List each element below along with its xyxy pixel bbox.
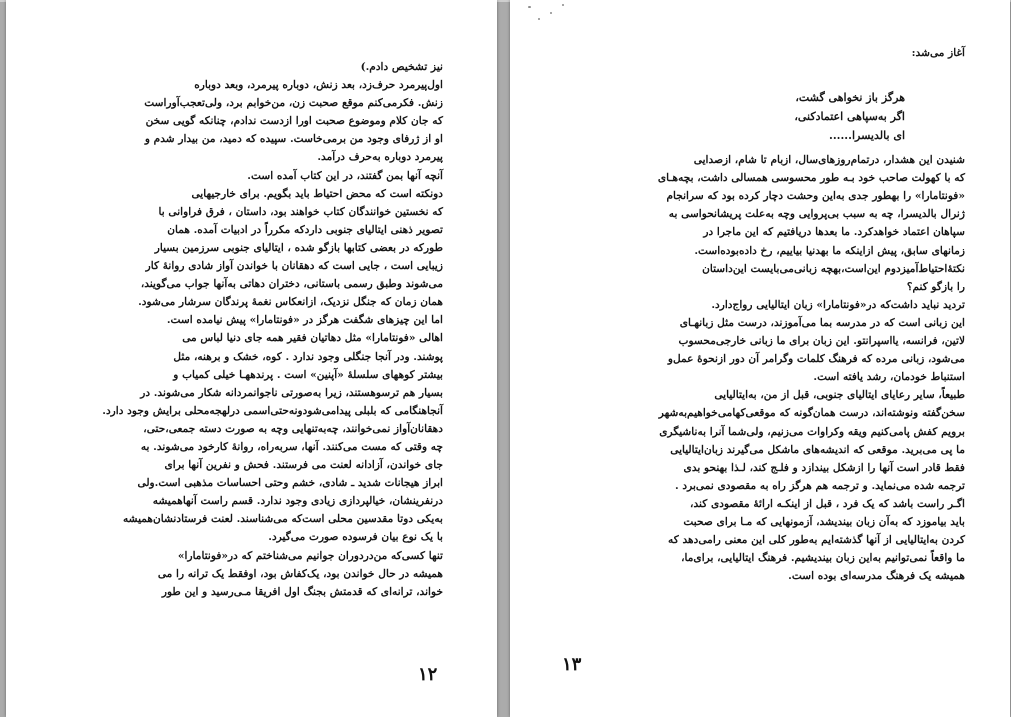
page-number: ۱۲ <box>418 664 438 685</box>
scan-speck <box>528 6 531 8</box>
text-line: این زبانی است که در مدرسه بما می‌آموزند، درست مثل زبانهـای <box>679 316 965 329</box>
text-line: تصویر ذهنی ایتالیای جنوبی دارد‌که مکرراً در ادبیات آمده. همان <box>167 223 443 236</box>
text-line: که نخستین خوانندگان کتاب خواهند بود، داستان ، فرق فراوانی با <box>158 205 443 218</box>
text-line: سخن‌گفته ونوشته‌اند، درست همان‌گونه که موقعی‌کهامی‌خواهیم‌به‌شهر <box>658 407 965 420</box>
text-line: طورکه در بعضی کتابها بازگو شده ، ایتالیای جنوبی سرزمین بسیار <box>154 241 443 254</box>
text-line: تنها کسی‌که من‌دردوران جوانیم می‌شناختم که در«فونتامارا» <box>177 549 443 562</box>
text-line: بیشتر کوههای سلسلهٔ «آپنین» است . پرندههـا خیلی کمیاب و <box>173 368 443 381</box>
intro-line: آغاز می‌شد: <box>911 47 965 59</box>
text-line: دونکته است که محض احتیاط باید بگویم. برای خارجیهایی <box>191 187 443 200</box>
text-line: اول‌پیرمرد حرف‌زد، بعد زنش، دوباره پیرمرد، وبعد دوباره <box>194 79 443 92</box>
text-line: را بازگو کنم؟ <box>906 280 965 293</box>
text-line: «فونتامارا» را بهطور جدی به‌این وحشت دچار کرده بود که سرانجام <box>666 190 965 203</box>
text-line: ژنرال بالدیسرا، چه به سبب بی‌پروایی وچه به‌علت پریشانحواسی به <box>668 208 965 221</box>
text-line: اما این چیزهای شگفت هرگز در «فونتامارا» پیش نیامده است. <box>166 314 443 327</box>
left-page-body <box>63 58 443 601</box>
text-line: طبیعاً، سایر رعایای ایتالیای جنوبی، قبل از من، به‌ایتالیایی <box>714 389 965 402</box>
text-line: درنفرینشان، خیالپردازی زیادی وجود ندارد. قسم راست آنهاهمیشه <box>152 495 443 508</box>
text-line: خواند، ترانه‌ای که قدمتش بجنگ اول افریقا مـی‌رسید و این طور <box>161 585 443 598</box>
text-line: تردید نباید داشت‌که در«فونتامارا» زبان ایتالیایی رواج‌دارد. <box>711 298 965 311</box>
text-line: ابراز هیجانات شدید ـ شادی، خشم وحتی احساسات مذهبی است.ولی <box>137 477 443 490</box>
page-number: ۱۳ <box>562 654 582 675</box>
text-line: کردن به‌ایتالیایی از آنها گذشته‌ایم به‌طور کلی این معنی را‌می‌دهد که <box>668 534 965 547</box>
text-line: بسیار هم ترسوهستند، زیرا به‌صورتی نا‌جوانمردانه شکار می‌شوند. در <box>140 386 443 399</box>
text-line: ما واقعاً نمی‌توانیم به‌این زبان بیندیشیم. فرهنگ ایتالیایی، برای‌ما، <box>681 552 965 565</box>
text-line: برویم کفش پامی‌کنیم ویقه وکراوات می‌زنیم، ولی‌شما آنرا به‌ناشیگری <box>659 425 965 438</box>
text-line: باید بیاموزد که به‌آن زبان بیندیشد، آزمونهایی که مـا برای صحبت <box>683 515 965 528</box>
text-line: پوشند. ودر آنجا جنگلی وجود ندارد . کوه، خشک و برهنه، مثل <box>173 350 443 363</box>
text-line: به‌یکی دوتا مقدسین محلی است‌که می‌شناسند. لعنت فرستادنشان‌همیشه <box>122 513 443 526</box>
scan-speck <box>562 4 564 6</box>
text-line: آنچه آنها بمن گفتند، در این کتاب آمده است. <box>247 169 443 182</box>
poem-line: هرگز باز نخواهی گشت، <box>795 91 905 104</box>
poem-block <box>794 88 905 145</box>
text-line: چه وقتی که مست می‌کنند. آنها، سربه‌راه، روانهٔ کارخود می‌شوند. به <box>140 440 443 453</box>
text-line: که با کهولت صاحب خود بـه طور محسوسی همسالی داشت، بچه‌هـای <box>657 172 965 185</box>
text-line: پیرمرد دوباره به‌حرف درآمد. <box>317 151 443 164</box>
text-line: اهالی «فونتامارا» مثل دهاتیان فقیر همه جای دنیا لباس می‌ <box>182 332 443 345</box>
scan-speck <box>538 18 540 20</box>
left-page <box>6 0 497 717</box>
text-line: می‌شوند وطبق رسمی باستانی، دختران دهاتی به‌آنها جواب می‌گویند، <box>140 278 443 291</box>
text-line: استنباط خودمان، رشد یافته است. <box>813 371 965 384</box>
text-line: سپاهان اعتماد خواهدکرد. ما بعدها دریافتیم که این ماجرا در <box>703 226 965 239</box>
text-line: زمانهای سابق، پیش ازاینکه ما بهدنیا بیاییم، رخ داده‌بوده‌است. <box>694 244 965 257</box>
text-line: با یک نوع بیان فرسوده صورت می‌گیرد. <box>268 531 443 544</box>
text-line: نکتهٔ‌احتیاط‌آمیزدوم این‌است،بهچه زبانی‌می‌بایست این‌داستان <box>702 262 965 275</box>
text-line: همان زمان که جنگل نزدیک، ازانعکاس نغمهٔ پرندگان سرشار می‌شود. <box>138 296 443 309</box>
text-line: زنش. فکرمی‌کنم موقع صحبت زن، من‌خوابم برد، ولی‌تعجب‌آوراست <box>144 97 443 110</box>
text-line: زیبایی است ، جایی است که دهقانان با خواندن آواز شادی روانهٔ کار <box>145 260 443 273</box>
text-line: آنجاهنگامی که بلبلی پیدامی‌شودونه‌حتی‌اسمی درلهجه‌محلی برایش وجود دارد. <box>102 404 443 417</box>
text-line: شنیدن این هشدار، درتمام‌روزهای‌سال، ازبام تا شام، ازصدایی <box>693 154 965 167</box>
text-line: جای خواندن، آزادانه لعنت می فرستند. فحش و نفرین آنها برای <box>164 459 443 472</box>
text-line: فقط قادر است آنها را ازشکل بیندازد و فلـج کند، لـذا بهنحو بدی <box>683 461 965 474</box>
text-line: همیشه یک فرهنگ مدرسه‌ای بوده است. <box>788 570 965 583</box>
right-page <box>510 0 1010 717</box>
poem-line: اگر به‌سپاهی اعتمادکنی، <box>794 110 905 123</box>
scan-speck <box>550 12 552 14</box>
text-line: ترجمه شده می‌نماید. و ترجمه هم هرگز راه به مقصودی نمی‌برد . <box>675 479 965 492</box>
text-line: اگـر راست باشد که یک فرد ، قبل از اینکـه ارائهٔ مقصودی کند، <box>690 497 965 510</box>
text-line: او از ژرفای وجود من برمی‌خاست. سپیده که دمید، من بیدار شدم و <box>144 133 443 146</box>
poem-line: ای بالدیسرا...... <box>828 129 905 142</box>
text-line: دهقانان‌آواز نمی‌خوانند، چه‌به‌تنهایی وچه به صورت دسته جمعی،حتی، <box>143 422 443 435</box>
text-line: نیز تشخیص دادم.) <box>360 61 443 73</box>
text-line: لاتین، فرانسه، یا‌اسپرانتو. این زبان برای ما زبانی خارجی‌محسوب <box>678 335 965 348</box>
text-line: می‌شود، زبانی مرده که فرهنگ کلمات وگرامر آن دور ازنحوهٔ عمل‌و <box>667 353 965 366</box>
text-line: ما پی می‌برید. موقعی که اندیشه‌های ماشکل می‌گیرند زبان‌ایتالیایی <box>670 443 965 456</box>
text-line: که جان کلام وموضوع صحبت اورا ازدست ندادم، چنانکه گویی سخن <box>145 115 443 128</box>
text-line: همیشه در حال خواندن بود، یک‌کفاش بود، اوفقط یک ترانه را می‌ <box>157 567 443 580</box>
